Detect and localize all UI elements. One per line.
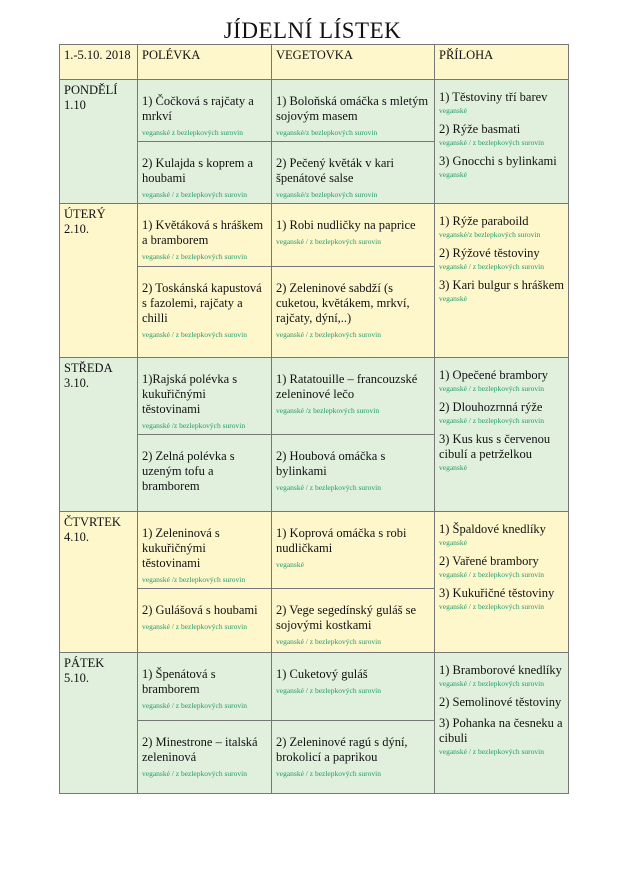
day-date: 5.10.: [64, 671, 89, 685]
diet-tag: veganské / z bezlepkových surovin: [142, 769, 247, 778]
dish-name: 2) Vařené brambory: [439, 554, 539, 568]
header-row: [60, 45, 569, 80]
day-name: ÚTERÝ: [64, 207, 106, 221]
dish-name: 2) Houbová omáčka s bylinkami: [276, 449, 386, 478]
side-cell: [435, 358, 569, 512]
dish-name: 2) Vege segedínský guláš se sojovými kostkami: [276, 603, 417, 632]
day-date: 3.10.: [64, 376, 89, 390]
diet-tag: veganské/z bezlepkových surovin: [276, 128, 378, 137]
diet-tag: veganské /z bezlepkových surovin: [276, 406, 380, 415]
dish-name: 1)Rajská polévka s kukuřičnými těstovinami: [142, 372, 238, 416]
diet-tag: veganské / z bezlepkových surovin: [439, 138, 544, 147]
diet-tag: veganské / z bezlepkových surovin: [142, 701, 247, 710]
soup-cell: [138, 589, 272, 653]
veg-cell: [272, 435, 435, 512]
menu-body: [60, 80, 569, 794]
dish-name: 1) Rýže paraboild: [439, 214, 529, 228]
diet-tag: veganské / z bezlepkových surovin: [276, 483, 381, 492]
dish-name: 1) Špenátová s bramborem: [142, 667, 216, 696]
day-cell: [60, 512, 138, 653]
veg-cell: [272, 142, 435, 204]
day-date: 4.10.: [64, 530, 89, 544]
dish-name: 1) Robi nudličky na paprice: [276, 218, 416, 232]
diet-tag: veganské /z bezlepkových surovin: [142, 421, 246, 430]
day-name: PÁTEK: [64, 656, 105, 670]
day-cell: [60, 358, 138, 512]
diet-tag: veganské / z bezlepkových surovin: [439, 262, 544, 271]
diet-tag: veganské/z bezlepkových surovin: [276, 190, 378, 199]
dish-name: 2) Zeleninové ragú s dýní, brokolicí a paprikou: [276, 735, 408, 764]
dish-name: 2) Minestrone – italská zeleninová: [142, 735, 258, 764]
diet-tag: veganské / z bezlepkových surovin: [142, 252, 247, 261]
veg-cell: [272, 267, 435, 358]
dish-name: 2) Semolinové těstoviny: [439, 695, 562, 709]
dish-name: 2) Pečený květák v kari špenátové salse: [276, 156, 395, 185]
diet-tag: veganské / z bezlepkových surovin: [439, 416, 544, 425]
soup-cell: [138, 80, 272, 142]
day-row: [60, 80, 569, 142]
soup-cell: [138, 204, 272, 267]
day-row: [60, 512, 569, 589]
veg-cell: [272, 653, 435, 721]
diet-tag: veganské / z bezlepkových surovin: [276, 637, 381, 646]
dish-name: 2) Dlouhozrnná rýže: [439, 400, 543, 414]
dish-name: 3) Kus kus s červenou cibulí a petrželkou: [439, 432, 551, 461]
dish-name: 2) Zeleninové sabdží (s cuketou, květákem, mrkví, rajčaty, dýní,..): [276, 281, 410, 325]
soup-cell: [138, 267, 272, 358]
dish-name: 2) Kulajda s koprem a houbami: [142, 156, 254, 185]
soup-cell: [138, 435, 272, 512]
dish-name: 1) Koprová omáčka s robi nudličkami: [276, 526, 407, 555]
side-item: [439, 716, 564, 757]
diet-tag: veganské / z bezlepkových surovin: [142, 622, 247, 631]
side-item: [439, 695, 564, 710]
side-cell: [435, 512, 569, 653]
veg-cell: [272, 204, 435, 267]
veg-cell: [272, 721, 435, 794]
diet-tag: veganské/z bezlepkových surovin: [439, 230, 541, 239]
day-name: ČTVRTEK: [64, 515, 121, 529]
side-item: [439, 90, 564, 116]
dish-name: 1) Boloňská omáčka s mletým sojovým masem: [276, 94, 429, 123]
dish-name: 1) Bramborové knedlíky: [439, 663, 562, 677]
dish-name: 1) Opečené brambory: [439, 368, 548, 382]
column-header-side: PŘÍLOHA: [435, 45, 569, 80]
diet-tag: veganské / z bezlepkových surovin: [439, 602, 544, 611]
side-item: [439, 554, 564, 580]
day-row: [60, 358, 569, 435]
dish-name: 2) Rýžové těstoviny: [439, 246, 540, 260]
dish-name: 3) Kukuřičné těstoviny: [439, 586, 555, 600]
diet-tag: veganské z bezlepkových surovin: [142, 128, 244, 137]
day-cell: [60, 204, 138, 358]
side-item: [439, 663, 564, 689]
dish-name: 2) Gulášová s houbami: [142, 603, 258, 617]
day-name: STŘEDA: [64, 361, 113, 375]
dish-name: 1) Květáková s hráškem a bramborem: [142, 218, 264, 247]
side-cell: [435, 204, 569, 358]
diet-tag: veganské / z bezlepkových surovin: [276, 769, 381, 778]
diet-tag: veganské / z bezlepkových surovin: [439, 384, 544, 393]
dish-name: 2) Zelná polévka s uzeným tofu a bramborem: [142, 449, 235, 493]
soup-cell: [138, 653, 272, 721]
veg-cell: [272, 512, 435, 589]
day-cell: [60, 653, 138, 794]
soup-cell: [138, 358, 272, 435]
diet-tag: veganské: [439, 170, 467, 179]
veg-cell: [272, 80, 435, 142]
day-cell: [60, 80, 138, 204]
diet-tag: veganské / z bezlepkových surovin: [439, 747, 544, 756]
week-label: 1.-5.10. 2018: [60, 45, 138, 80]
diet-tag: veganské / z bezlepkových surovin: [276, 686, 381, 695]
side-item: [439, 154, 564, 180]
dish-name: 3) Gnocchi s bylinkami: [439, 154, 557, 168]
dish-name: 1) Těstoviny tří barev: [439, 90, 548, 104]
veg-cell: [272, 589, 435, 653]
dish-name: 1) Špaldové knedlíky: [439, 522, 546, 536]
diet-tag: veganské /z bezlepkových surovin: [142, 575, 246, 584]
soup-cell: [138, 512, 272, 589]
side-cell: [435, 80, 569, 204]
diet-tag: veganské / z bezlepkových surovin: [142, 190, 247, 199]
diet-tag: veganské: [439, 538, 467, 547]
veg-cell: [272, 358, 435, 435]
dish-name: 3) Pohanka na česneku a cibuli: [439, 716, 563, 745]
menu-table: [59, 44, 569, 794]
diet-tag: veganské: [439, 294, 467, 303]
side-cell: [435, 653, 569, 794]
diet-tag: veganské / z bezlepkových surovin: [142, 330, 247, 339]
diet-tag: veganské / z bezlepkových surovin: [276, 330, 381, 339]
diet-tag: veganské: [439, 463, 467, 472]
side-item: [439, 122, 564, 148]
side-item: [439, 278, 564, 304]
diet-tag: veganské: [276, 560, 304, 569]
column-header-soup: POLÉVKA: [138, 45, 272, 80]
column-header-veg: VEGETOVKA: [272, 45, 435, 80]
diet-tag: veganské / z bezlepkových surovin: [439, 679, 544, 688]
diet-tag: veganské: [439, 106, 467, 115]
day-date: 2.10.: [64, 222, 89, 236]
soup-cell: [138, 142, 272, 204]
side-item: [439, 522, 564, 548]
day-row: [60, 204, 569, 267]
side-item: [439, 214, 564, 240]
side-item: [439, 432, 564, 473]
dish-name: 1) Čočková s rajčaty a mrkví: [142, 94, 254, 123]
diet-tag: veganské / z bezlepkových surovin: [439, 570, 544, 579]
side-item: [439, 368, 564, 394]
dish-name: 1) Cuketový guláš: [276, 667, 368, 681]
side-item: [439, 246, 564, 272]
dish-name: 1) Ratatouille – francouzské zeleninové lečo: [276, 372, 418, 401]
dish-name: 2) Rýže basmati: [439, 122, 521, 136]
dish-name: 1) Zeleninová s kukuřičnými těstovinami: [142, 526, 220, 570]
soup-cell: [138, 721, 272, 794]
side-item: [439, 400, 564, 426]
day-name: PONDĚLÍ: [64, 83, 118, 97]
diet-tag: veganské / z bezlepkových surovin: [276, 237, 381, 246]
dish-name: 2) Toskánská kapustová s fazolemi, rajčaty a chilli: [142, 281, 262, 325]
day-date: 1.10: [64, 98, 86, 112]
dish-name: 3) Kari bulgur s hráškem: [439, 278, 564, 292]
side-item: [439, 586, 564, 612]
day-row: [60, 653, 569, 721]
page-title: JÍDELNÍ LÍSTEK: [223, 18, 402, 43]
